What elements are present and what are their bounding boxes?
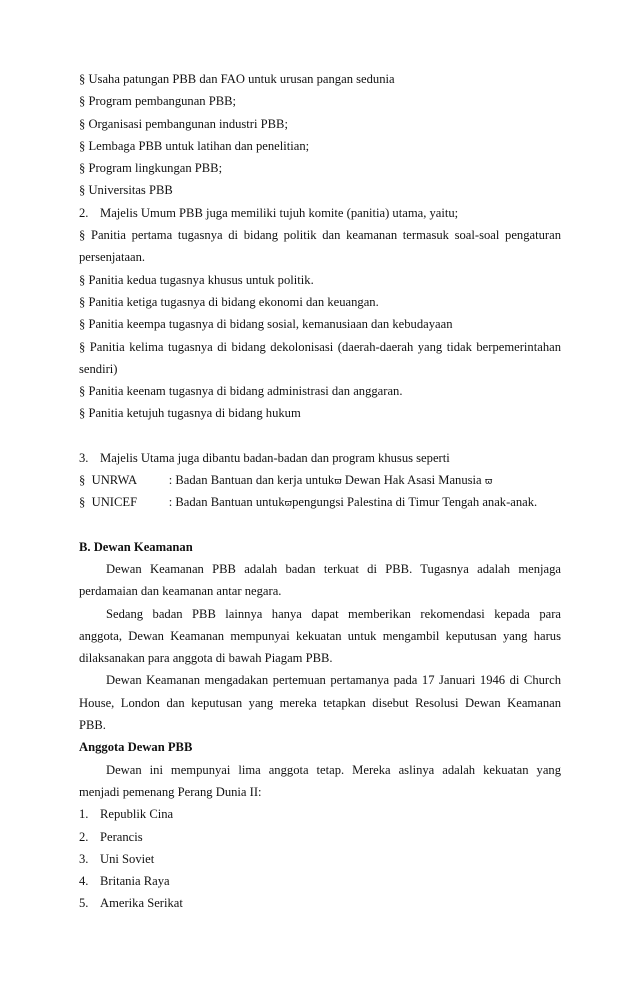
agency-desc: : Badan Bantuan untuk — [168, 495, 285, 510]
members-heading: Anggota Dewan PBB — [79, 740, 193, 755]
member-name: Britania Raya — [100, 874, 170, 889]
bullet: § — [79, 495, 86, 510]
member-name: Uni Soviet — [100, 851, 155, 866]
committee-1-line-1: § Panitia pertama tugasnya di bidang politik dan keamanan termasuk soal-soal pengaturan — [79, 228, 561, 243]
paragraph-line: Dewan Keamanan PBB adalah badan terkuat di PBB. Tugasnya adalah menjaga — [106, 561, 561, 576]
agency-desc-2: pengungsi Palestina di Timur Tengah anak-anak. — [292, 495, 538, 510]
list-item: § Lembaga PBB untuk latihan dan penelitian; — [79, 138, 310, 153]
member-item — [79, 892, 561, 914]
paragraph-line: dilaksanakan para anggota di bawah Piagam PBB. — [79, 651, 333, 666]
bullet: § — [79, 473, 86, 488]
item-number: 2. — [79, 829, 89, 844]
item-number: 5. — [79, 896, 89, 911]
member-name: Republik Cina — [100, 807, 174, 822]
list-item: § Universitas PBB — [79, 183, 173, 198]
committee-7: § Panitia ketujuh tugasnya di bidang hukum — [79, 406, 301, 421]
list-item: § Organisasi pembangunan industri PBB; — [79, 116, 288, 131]
paragraph-line: Dewan Keamanan mengadakan pertemuan pertamanya pada 17 Januari 1946 di Church — [106, 673, 561, 688]
paragraph-line: menjadi pemenang Perang Dunia II: — [79, 784, 262, 799]
item-number: 2. — [79, 205, 89, 220]
paragraph-line: Dewan ini mempunyai lima anggota tetap. Mereka aslinya adalah kekuatan yang — [106, 762, 561, 777]
paragraph-line: PBB. — [79, 718, 106, 733]
committee-1-line-2: persenjataan. — [79, 250, 146, 265]
spacer — [79, 425, 561, 447]
paragraph-line: perdamaian dan keamanan antar negara. — [79, 584, 282, 599]
member-name: Perancis — [100, 829, 143, 844]
list-item: § Usaha patungan PBB dan FAO untuk urusan pangan sedunia — [79, 72, 395, 86]
spacer — [79, 514, 561, 536]
item-text: Majelis Utama juga dibantu badan-badan dan program khusus seperti — [100, 450, 450, 465]
agency-name: UNRWA — [91, 473, 138, 488]
item-number: 1. — [79, 807, 89, 822]
agency-row-unrwa — [79, 469, 561, 491]
item-number: 4. — [79, 874, 89, 889]
numbered-item-3 — [79, 447, 561, 469]
committee-5-line-1: § Panitia kelima tugasnya di bidang dekolonisasi (daerah-daerah yang tidak berpemerintahan — [79, 339, 561, 354]
symbol: ϖ — [284, 499, 293, 510]
member-item — [79, 803, 561, 825]
agency-desc: : Badan Bantuan dan kerja untuk — [168, 473, 335, 488]
member-name: Amerika Serikat — [100, 896, 183, 911]
list-item: § Program lingkungan PBB; — [79, 161, 223, 176]
item-number: 3. — [79, 851, 89, 866]
symbol: ϖ — [334, 477, 342, 488]
member-item — [79, 826, 561, 848]
document-page — [79, 68, 561, 915]
paragraph-line: House, London dan keputusan yang mereka tetapkan disebut Resolusi Dewan Keamanan — [79, 695, 561, 710]
item-text: Majelis Umum PBB juga memiliki tujuh komite (panitia) utama, yaitu; — [100, 205, 459, 220]
symbol: ϖ — [484, 477, 493, 488]
agency-desc-2: Dewan Hak Asasi Manusia — [344, 473, 482, 488]
agency-name: UNICEF — [91, 495, 138, 510]
committee-5-line-2: sendiri) — [79, 361, 118, 376]
member-item — [79, 870, 561, 892]
list-item: § Program pembangunan PBB; — [79, 94, 237, 109]
committee-6: § Panitia keenam tugasnya di bidang administrasi dan anggaran. — [79, 384, 403, 399]
paragraph-line: Sedang badan PBB lainnya hanya dapat memberikan rekomendasi kepada para — [106, 606, 561, 621]
committee-4: § Panitia keempa tugasnya di bidang sosial, kemanusiaan dan kebudayaan — [79, 317, 453, 332]
member-item — [79, 848, 561, 870]
agency-row-unicef — [79, 491, 561, 513]
section-b-heading: B. Dewan Keamanan — [79, 539, 193, 554]
committee-3: § Panitia ketiga tugasnya di bidang ekonomi dan keuangan. — [79, 294, 379, 309]
paragraph-line: anggota, Dewan Keamanan mempunyai kekuatan untuk mengambil keputusan yang harus — [79, 628, 561, 643]
item-number: 3. — [79, 450, 89, 465]
numbered-item-2 — [79, 202, 561, 224]
committee-2: § Panitia kedua tugasnya khusus untuk politik. — [79, 272, 314, 287]
